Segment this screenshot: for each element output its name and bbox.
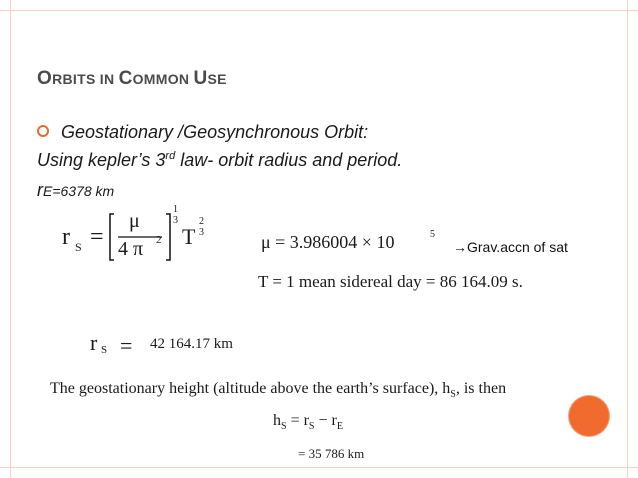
bullet-circle-icon (37, 125, 49, 137)
earth-radius-line (37, 180, 114, 201)
geo-text-post: , is then (455, 380, 507, 397)
title-part: O (37, 68, 53, 89)
formula-t: T = 1 mean sidereal day = 86 164.09 s. (258, 272, 523, 291)
hs-mid: = r (286, 412, 309, 429)
geo-text-pre: The geostationary height (altitude above the earth’s surface), h (50, 380, 451, 397)
formula-rs-lhs: r (62, 224, 70, 250)
kepler-line (37, 150, 402, 171)
bullet-item (37, 122, 368, 143)
title-part: SE (207, 71, 227, 87)
formula-rs-t-exp-num: 2 (199, 216, 204, 227)
formula-mu-exp: 5 (430, 229, 435, 240)
formula-rs-exp-num: 1 (173, 204, 178, 215)
hs-sub2: S (308, 421, 315, 433)
top-border-line (0, 10, 638, 11)
kepler-sup: rd (165, 150, 176, 162)
hs-equation (273, 412, 343, 432)
formula-rs-den-sup: 2 (156, 234, 162, 246)
result-rs-lhs: r (90, 330, 98, 355)
formula-mu-text: μ = 3.986004 × 10 (261, 232, 395, 252)
title-part: OMMON (132, 71, 194, 87)
slide-title (37, 68, 227, 90)
hs-result: = 35 786 km (298, 446, 365, 461)
bottom-border-line (0, 467, 638, 468)
result-rs-sub: S (101, 344, 108, 356)
formula-rs-exp-den: 3 (173, 215, 178, 226)
kepler-text-post: law- orbit radius and period. (175, 150, 403, 170)
right-border-line (627, 0, 628, 478)
hs-end: − r (314, 412, 337, 429)
left-border-line (10, 0, 11, 478)
decorative-orange-circle (569, 396, 609, 436)
formula-rs-sub: S (75, 240, 82, 254)
hs-h: h (273, 412, 281, 429)
formula-rs-eq: = (90, 224, 104, 250)
result-rs-value: 42 164.17 km (150, 336, 233, 352)
geo-height-text (50, 380, 506, 400)
title-part: U (193, 68, 208, 89)
title-part: C (118, 68, 133, 89)
formula-rs-num: μ (129, 210, 140, 232)
title-part: RBITS IN (52, 71, 119, 87)
grav-note: →Grav.accn of sat (453, 239, 568, 255)
hs-sub: S (281, 421, 287, 433)
formula-rs-den: 4 π (118, 238, 144, 260)
formula-rs-t: T (182, 224, 196, 249)
kepler-text-pre: Using kepler’s 3 (37, 150, 166, 170)
hs-sub3: E (336, 421, 343, 433)
bullet-text: Geostationary /Geosynchronous Orbit: (61, 122, 369, 142)
earth-radius-value: E=6378 km (43, 183, 115, 199)
geo-text-sub: S (450, 389, 456, 401)
earth-radius-r: r (37, 180, 43, 200)
formula-rs-t-exp-den: 3 (199, 227, 204, 238)
result-rs-eq: = (120, 333, 133, 358)
